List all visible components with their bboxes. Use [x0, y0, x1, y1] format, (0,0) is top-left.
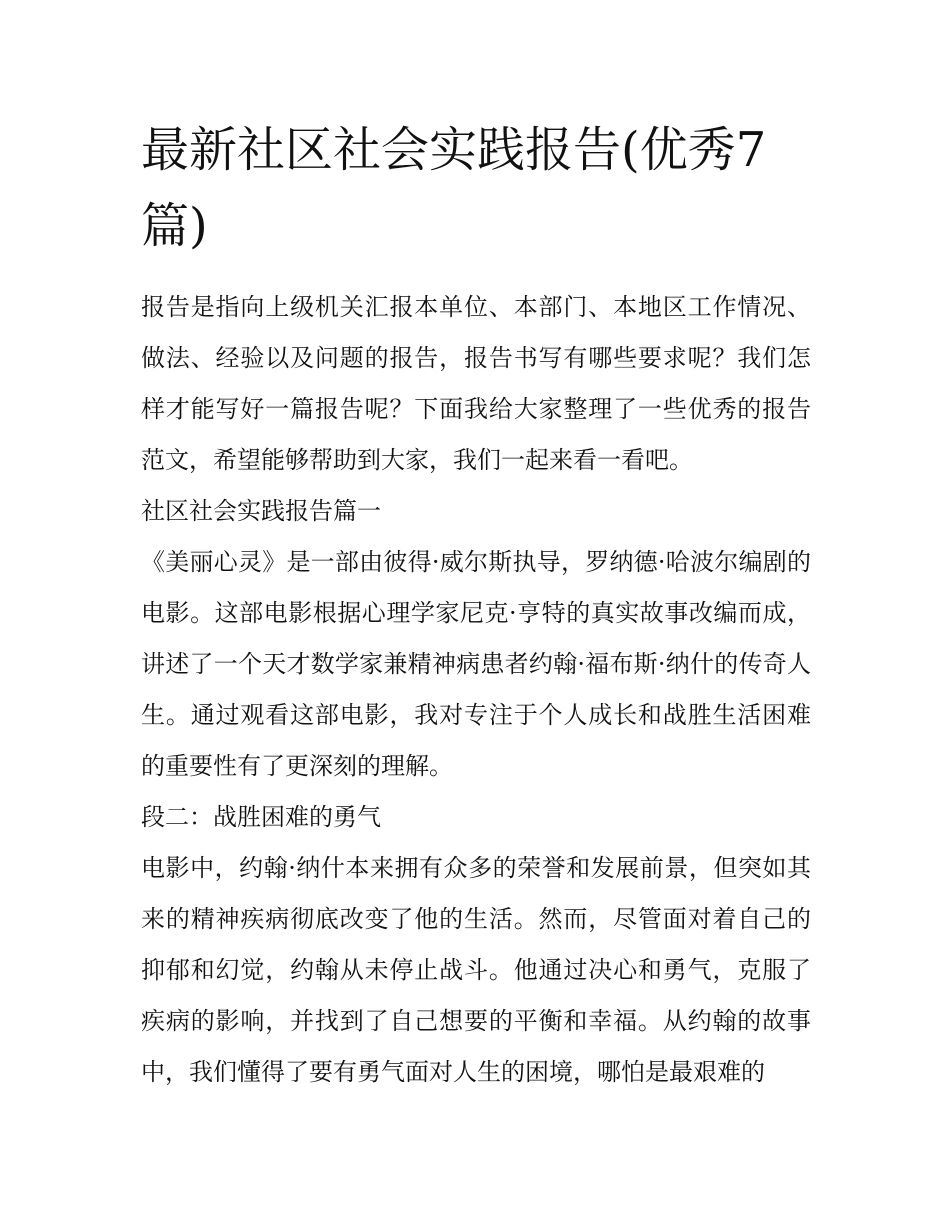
courage-paragraph: 电影中，约翰·纳什本来拥有众多的荣誉和发展前景，但突如其来的精神疾病彻底改变了他的生活。然而，尽管面对着自己的抑郁和幻觉，约翰从未停止战斗。他通过决心和勇气，克服了疾病的影响，并找到了自己想要的平衡和幸福。从约翰的故事中，我们懂得了要有勇气面对人生的困境，哪怕是最艰难的: [141, 854, 811, 1086]
film-intro-paragraph: 《美丽心灵》是一部由彼得·威尔斯执导，罗纳德·哈波尔编剧的电影。这部电影根据心理学家尼克·亨特的真实故事改编而成，讲述了一个天才数学家兼精神病患者约翰·福布斯·纳什的传奇人生。通过观看这部电影，我对专注于个人成长和战胜生活困难的重要性有了更深刻的理解。: [141, 548, 811, 780]
section-heading-part-one: 社区社会实践报告篇一: [141, 497, 381, 525]
section-heading-part-two: 段二：战胜困难的勇气: [141, 803, 381, 831]
document-title: 最新社区社会实践报告(优秀7篇): [141, 122, 767, 254]
document-content: [141, 112, 811, 1098]
intro-paragraph: 报告是指向上级机关汇报本单位、本部门、本地区工作情况、做法、经验以及问题的报告，报告书写有哪些要求呢？我们怎样才能写好一篇报告呢？下面我给大家整理了一些优秀的报告范文，希望能够帮助到大家，我们一起来看一看吧。: [141, 293, 811, 474]
title-spacer: [141, 264, 811, 282]
